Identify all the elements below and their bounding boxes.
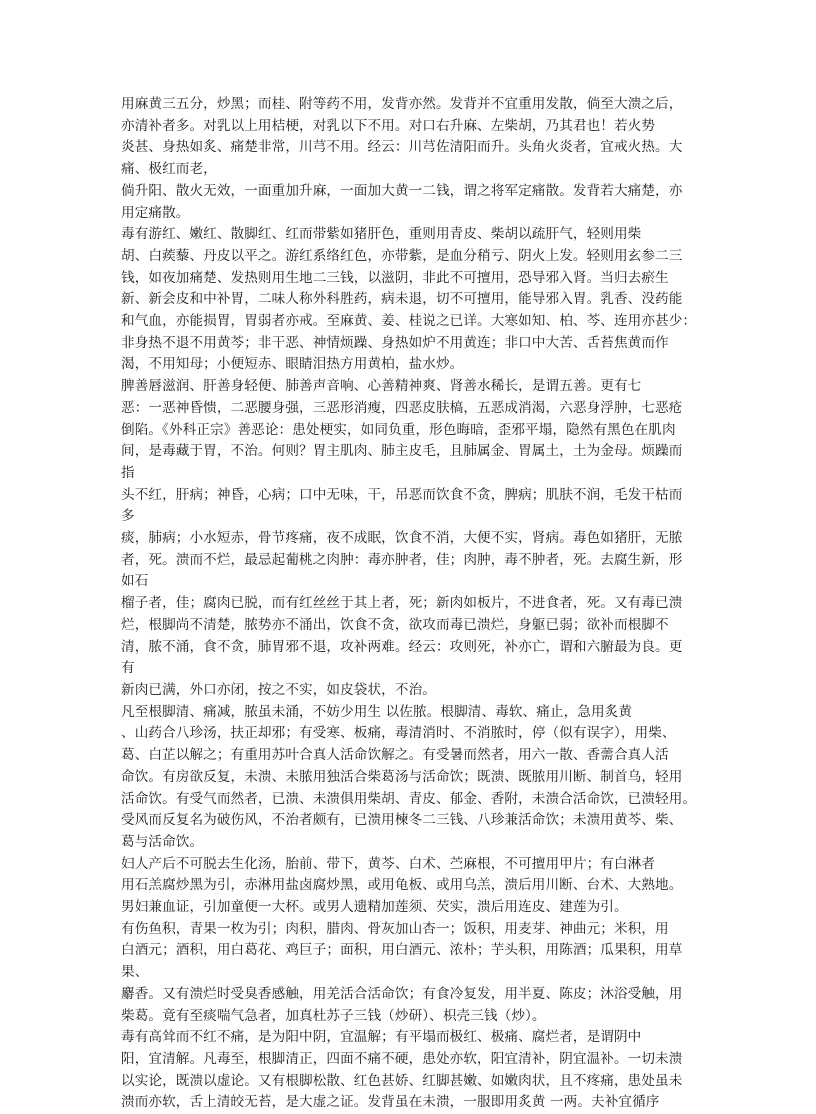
text-line: 脾善唇滋润、肝善身轻便、肺善声音响、心善精神爽、肾善水稀长，是谓五善。更有七 [121, 378, 642, 395]
text-line: 葛与活命饮。 [121, 833, 204, 850]
text-line: 用定痛散。 [121, 204, 190, 221]
text-line: 命饮。有房欲反复，未溃、未脓用独活合柴葛汤与活命饮；既溃、既脓用川断、制首乌，轻用 [121, 768, 683, 785]
text-line: 毒有高耸而不红不痛，是为阳中阴，宜温解；有平塌而极红、极痛、腐烂者，是谓阴中 [121, 1029, 642, 1046]
text-line: 和气血，亦能损胃，胃弱者亦戒。至麻黄、姜、桂说之已详。大寒如知、柏、芩、连用亦甚少： [121, 313, 697, 330]
text-line: 溃而亦软，舌上清皎无苔，是大虚之证。发背虽在未溃，一服即用炙黄 一两。夫补宜循序 [121, 1094, 660, 1111]
text-line: 恶：一恶神昏愦，二恶腰身强，三恶形消瘦，四恶皮肤槁，五恶成消渴，六恶身浮肿，七恶疮 [121, 399, 683, 416]
text-line: 用石羔腐炒黑为引，赤淋用盐卤腐炒黑，或用龟板、或用乌羔，溃后用川断、台术、大熟地。 [121, 877, 683, 894]
text-line: 如石 [121, 573, 149, 590]
text-line: 倒陷。《外科正宗》善恶论：患处梗实，如同负重，形色晦暗，歪邪平塌，隐然有黑色在肌肉 [121, 421, 676, 438]
text-line: 葛、白芷以解之；有重用苏叶合真人活命饮解之。有受暑而然者，用六一散、香薷合真人活 [121, 747, 669, 764]
text-line: 活命饮。有受气而然者，已溃、未溃俱用柴胡、青皮、郁金、香附，未溃合活命饮，已溃轻用。 [121, 790, 697, 807]
text-line: 新肉已满，外口亦闭，按之不实，如皮袋状，不治。 [121, 681, 436, 698]
text-line: 有 [121, 660, 135, 677]
text-line: 麝香。又有溃烂时受臭香感触，用羌活合活命饮；有食冷复发，用半夏、陈皮；沐浴受触，用 [121, 985, 683, 1002]
text-line: 凡至根脚清、痛减，脓虽未涌，不妨少用生 以佐脓。根脚清、毒软、痛止，急用炙黄 [121, 703, 633, 720]
text-line: 果、 [121, 964, 149, 981]
text-line: 头不红，肝病；神昏，心病；口中无味，干，吊恶而饮食不贪，脾病；肌肤不润，毛发干枯而 [121, 486, 683, 503]
text-line: 柴葛。竟有至痰喘气急者，加真杜苏子三钱（炒研）、枳壳三钱（炒）。 [121, 1007, 546, 1024]
text-line: 用麻黄三五分，炒黑；而桂、附等药不用，发背亦然。发背并不宜重用发散，倘至大溃之后， [121, 96, 683, 112]
text-line: 多 [121, 508, 135, 525]
text-line: 受风而反复名为破伤风，不治者颇有，已溃用楝冬二三钱、八珍兼活命饮；未溃用黄芩、柴、 [121, 812, 683, 829]
text-line: 亦清补者多。对乳以上用桔梗，对乳以下不用。对口右升麻、左柴胡，乃其君也！若火势 [121, 117, 656, 134]
text-line: 新、新会皮和中补胃，二味人称外科胜药，病未退，切不可擅用，能导邪入胃。乳香、没药能 [121, 291, 683, 308]
text-line: 渴，不用知母；小便短赤、眼睛泪热方用黄柏，盐水炒。 [121, 356, 464, 373]
text-line: 有伤鱼积，青果一枚为引；肉积，腊肉、骨灰加山杏一；饭积，用麦芽、神曲元；米积，用 [121, 920, 669, 937]
text-line: 间，是毒藏于胃，不治。何则？胃主肌肉、肺主皮毛，且肺属金、胃属土，土为金母。烦躁而 [121, 443, 683, 460]
text-line: 白酒元；酒积，用白葛花、鸡巨子；面积，用白酒元、浓朴；芋头积，用陈酒；瓜果积，用草 [121, 942, 683, 959]
text-line: 烂，根脚尚不清楚，脓势亦不涌出，饮食不贪，欲攻而毒已溃烂，身躯已弱；欲补而根脚不 [121, 616, 669, 633]
text-line: 清，脓不涌，食不贪，肺胃邪不退，攻补两难。经云：攻则死，补亦亡，谓和六腑最为良。更 [121, 638, 683, 655]
text-line: 非身热不退不用黄芩；非干恶、神情烦躁、身热如炉不用黄连；非口中大苦、舌苔焦黄而作 [121, 334, 669, 351]
text-line: 阳，宜清解。凡毒至，根脚清正，四面不痛不硬，患处亦软，阳宜清补，阴宜温补。一切未溃 [121, 1050, 683, 1067]
text-line: 者，死。溃而不烂，最忌起葡桃之肉肿：毒亦肿者，佳；肉肿，毒不肿者，死。去腐生新，形 [121, 551, 683, 568]
text-line: 、山药合八珍汤，扶正却邪；有受寒、板痛，毒清消时、不消脓时，停（似有误字），用柴、 [121, 725, 676, 742]
text-line: 痰，肺病；小水短赤，骨节疼痛，夜不成眠，饮食不消，大便不实，肾病。毒色如猪肝，无脓 [121, 530, 683, 547]
text-line: 毒有游红、嫩红、散脚红、红而带紫如猪肝色，重则用青皮、柴胡以疏肝气，轻则用柴 [121, 226, 642, 243]
text-line: 倘升阳、散火无效，一面重加升麻，一面加大黄一二钱，谓之将军定痛散。发背若大痛楚，亦 [121, 182, 683, 199]
text-line: 以实论，既溃以虚论。又有根脚松散、红色甚娇、红脚甚嫩、如嫩肉状，且不疼痛，患处虽未 [121, 1072, 683, 1089]
text-line: 胡、白蒺藜、丹皮以平之。游红系络红色，亦带紫，是血分稍亏、阴火上发。轻则用玄参二三 [121, 247, 683, 264]
text-line: 炎甚、身热如炙、痛楚非常，川芎不用。经云：川芎佐清阳而升。头角火炎者，宜戒火热。大 [121, 139, 683, 156]
text-line: 钱，如夜加痛楚、发热则用生地二三钱，以滋阴，非此不可擅用，恐导邪入肾。当归去瘀生 [121, 269, 669, 286]
text-line: 痛、极红而老， [121, 161, 217, 178]
text-line: 男妇兼血证，引加童便一大杯。或男人遗精加莲须、芡实，溃后用连皮、建莲为引。 [121, 899, 628, 916]
document-page [121, 94, 699, 1114]
text-line: 指 [121, 464, 135, 481]
text-line: 榴子者，佳；腐肉已脱，而有红丝丝于其上者，死；新肉如板片，不进食者，死。又有毒已溃 [121, 595, 683, 612]
text-line: 妇人产后不可脱去生化汤，胎前、带下，黄芩、白术、苎麻根，不可擅用甲片；有白淋者 [121, 855, 656, 872]
